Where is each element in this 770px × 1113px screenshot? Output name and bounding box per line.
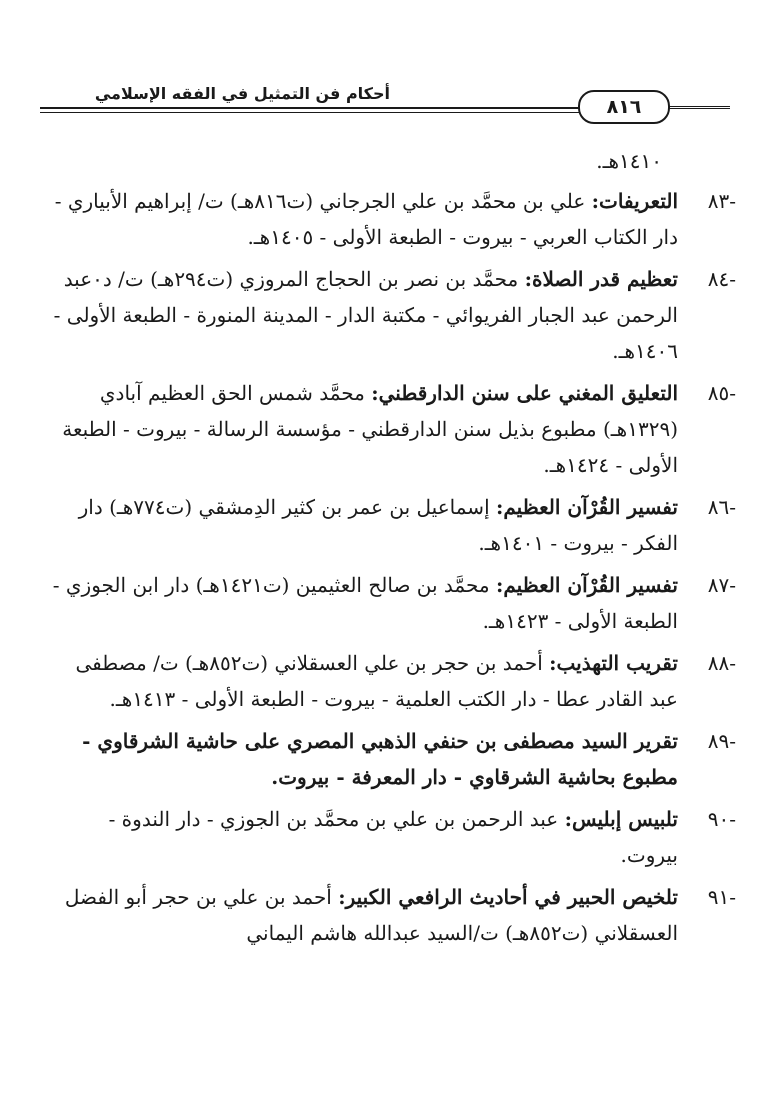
header-tail-rule xyxy=(668,106,730,109)
entry-body: محمَّد بن صالح العثيمين (ت١٤٢١هـ) دار ابن الجوزي - الطبعة الأولى - ١٤٢٣هـ. xyxy=(52,573,678,633)
bibliography-entry: -٨٤تعظيم قدر الصلاة: محمَّد بن نصر بن الحجاج المروزي (ت٢٩٤هـ) ت/ د٠عبد الرحمن عبد الجبار الفريوائي - مكتبة الدار - المدينة المنورة - الطبعة الأولى - ١٤٠٦هـ. xyxy=(53,267,736,363)
book-title: أحكام فن التمثيل في الفقه الإسلامي xyxy=(94,84,390,103)
entry-title: تفسير القُرْآن العظيم: xyxy=(495,573,678,597)
page-number: ٨١٦ xyxy=(578,90,670,124)
bibliography-entry: -٨٥التعليق المغني على سنن الدارقطني: محمَّد شمس الحق العظيم آبادي (١٣٢٩هـ) مطبوع بذيل سنن الدارقطني - مؤسسة الرسالة - بيروت - الطبعة الأولى - ١٤٢٤هـ. xyxy=(62,381,736,477)
entry-body: أحمد بن علي بن حجر أبو الفضل العسقلاني (ت٨٥٢هـ) ت/السيد عبدالله هاشم اليماني xyxy=(64,885,678,945)
entry-title: التعريفات: xyxy=(591,189,678,213)
continuation-line: ١٤١٠هـ. xyxy=(596,149,662,173)
bibliography-list xyxy=(50,143,736,957)
entry-body: أحمد بن حجر بن علي العسقلاني (ت٨٥٢هـ) ت/ مصطفى عبد القادر عطا - دار الكتب العلمية - بيروت - الطبعة الأولى - ١٤١٣هـ. xyxy=(75,651,678,711)
entry-body: إسماعيل بن عمر بن كثير الدِمشقي (ت٧٧٤هـ) دار الفكر - بيروت - ١٤٠١هـ. xyxy=(78,495,678,555)
entry-body: محمَّد شمس الحق العظيم آبادي (١٣٢٩هـ) مطبوع بذيل سنن الدارقطني - مؤسسة الرسالة - بيروت - الطبعة الأولى - ١٤٢٤هـ. xyxy=(62,381,678,477)
bibliography-entry: -٨٨تقريب التهذيب: أحمد بن حجر بن علي العسقلاني (ت٨٥٢هـ) ت/ مصطفى عبد القادر عطا - دار الكتب العلمية - بيروت - الطبعة الأولى - ١٤١٣هـ. xyxy=(75,651,736,711)
header-rule-thin xyxy=(40,112,660,113)
bibliography-entry: -٩٠تلبيس إبليس: عبد الرحمن بن علي بن محمَّد بن الجوزي - دار الندوة - بيروت. xyxy=(108,807,736,867)
entry-title: التعليق المغني على سنن الدارقطني: xyxy=(371,381,678,405)
running-header xyxy=(40,70,730,130)
entry-title: تلخيص الحبير في أحاديث الرافعي الكبير: xyxy=(338,885,678,909)
entry-body: علي بن محمَّد بن علي الجرجاني (ت٨١٦هـ) ت/ إبراهيم الأبياري - دار الكتاب العربي - بيروت - الطبعة الأولى - ١٤٠٥هـ. xyxy=(54,189,678,249)
bibliography-entry: -٨٦تفسير القُرْآن العظيم: إسماعيل بن عمر بن كثير الدِمشقي (ت٧٧٤هـ) دار الفكر - بيروت - ١٤٠١هـ. xyxy=(78,495,736,555)
bibliography-entry: -٨٣التعريفات: علي بن محمَّد بن علي الجرجاني (ت٨١٦هـ) ت/ إبراهيم الأبياري - دار الكتاب العربي - بيروت - الطبعة الأولى - ١٤٠٥هـ. xyxy=(54,189,736,249)
bibliography-entry: -٩١تلخيص الحبير في أحاديث الرافعي الكبير: أحمد بن علي بن حجر أبو الفضل العسقلاني (ت٨٥٢هـ) ت/السيد عبدالله هاشم اليماني xyxy=(64,885,736,945)
entry-body: عبد الرحمن بن علي بن محمَّد بن الجوزي - دار الندوة - بيروت. xyxy=(108,807,678,867)
entry-title: تفسير القُرْآن العظيم: xyxy=(495,495,678,519)
entry-body: تقرير السيد مصطفى بن حنفي الذهبي المصري على حاشية الشرقاوي - مطبوع بحاشية الشرقاوي - دار المعرفة - بيروت. xyxy=(82,729,678,789)
entry-title: تعظيم قدر الصلاة: xyxy=(524,267,678,291)
entry-title: تقريب التهذيب: xyxy=(549,651,678,675)
bibliography-entry: -٨٧تفسير القُرْآن العظيم: محمَّد بن صالح العثيمين (ت١٤٢١هـ) دار ابن الجوزي - الطبعة الأولى - ١٤٢٣هـ. xyxy=(52,573,736,633)
header-rule xyxy=(40,107,660,109)
entry-title: تلبيس إبليس: xyxy=(564,807,678,831)
entry-body: محمَّد بن نصر بن الحجاج المروزي (ت٢٩٤هـ) ت/ د٠عبد الرحمن عبد الجبار الفريوائي - مكتبة الدار - المدينة المنورة - الطبعة الأولى - ١٤٠٦هـ. xyxy=(53,267,678,363)
bibliography-entry: -٨٩تقرير السيد مصطفى بن حنفي الذهبي المصري على حاشية الشرقاوي - مطبوع بحاشية الشرقاوي - دار المعرفة - بيروت. xyxy=(82,729,736,789)
